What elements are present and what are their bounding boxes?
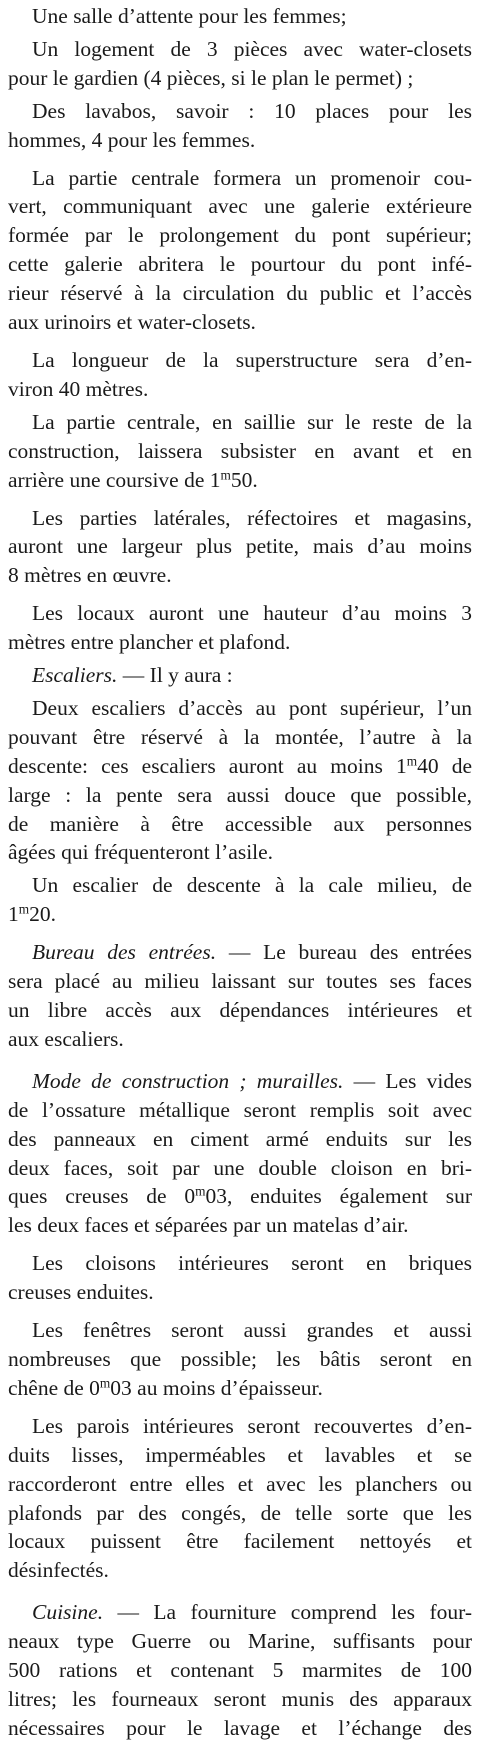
text-line: nécessaires pour le lavage et l’échange des [8,1715,472,1740]
paragraph-gap [8,155,472,164]
text-line: un libre accès aux dépendances intérieures et [8,998,472,1022]
line-text: — Le bureau des entrées [216,940,472,965]
paragraph-partie-centrale [8,164,472,337]
text-line: nombreuses que possible; les bâtis seront en [8,1346,472,1371]
text-line: Une salle d’attente pour les femmes; [32,4,347,28]
text-line: auront une largeur plus petite, mais d’au moins [8,534,472,559]
text-line: de l’ossature métallique seront remplis soit avec [8,1097,472,1122]
text-line: pouvant être réservé à la montée, l’autre à la [8,724,472,749]
text-line: Les parties latérales, réfectoires et magasins, [32,505,472,530]
section-heading: Cuisine. [32,1600,104,1625]
text-line: creuses enduites. [8,1280,154,1305]
text-line: Les fenêtres seront aussi grandes et aussi [32,1318,472,1343]
text-line: de manière à être accessible aux personnes [8,811,472,836]
text-line: ques creuses de 0$^m$03, enduites également sur [8,1184,472,1209]
text-line: Des lavabos, savoir : 10 places pour les [32,98,472,123]
text-line: plafonds par des congés, de telle sorte que les [8,1500,472,1525]
paragraph-parois [8,1412,472,1585]
paragraph-saillie [8,408,472,495]
text-line: sera placé au milieu laissant sur toutes ses faces [8,969,472,994]
paragraph-bureau-entrees [8,938,472,1054]
text-line: Les cloisons intérieures seront en briques [32,1251,472,1276]
paragraph-salle-attente [8,2,472,31]
text-line: 8 mètres en œuvre. [8,563,172,588]
paragraph-escaliers-titre [8,661,472,690]
text-line: Un escalier de descente à la cale milieu, de [32,873,472,898]
text-line: chêne de 0$^m$03 au moins d’épaisseur. [8,1375,323,1400]
text-line: Deux escaliers d’accès au pont supérieur, l’un [32,695,472,720]
text-line: duits lisses, imperméables et lavables et se [8,1442,472,1467]
paragraph-gap [8,337,472,346]
paragraph-parties-laterales [8,504,472,591]
text-line: pour le gardien (4 pièces, si le plan le permet) ; [8,65,414,90]
text-line: neaux type Guerre ou Marine, suffisants pour [8,1629,472,1654]
paragraph-gap [8,1054,472,1067]
page-body-text [8,2,472,1743]
text-line: vert, communiquant avec une galerie extérieure [8,194,472,219]
text-line: désinfectés. [8,1558,109,1583]
text-line: La partie centrale formera un promenoir cou- [32,165,472,190]
paragraph-hauteur [8,599,472,657]
text-line: 500 rations et contenant 5 marmites de 100 [8,1658,472,1683]
text-line: 1$^m$20. [8,901,56,927]
text-line: âgées qui fréquenteront l’asile. [8,840,274,865]
text-line: descente: ces escaliers auront au moins 1$^m$40 de [8,753,473,778]
paragraph-gap [8,495,472,504]
text-line: viron 40 mètres. [8,376,149,401]
text-line: cette galerie abritera le pourtour du pont infé- [8,252,472,277]
paragraph-gap [8,1240,472,1249]
text-line: Les parois intérieures seront recouvertes d’en- [32,1413,472,1438]
text-line: locaux puissent être facilement nettoyés et [8,1529,472,1554]
line-text: — Les vides [343,1068,472,1093]
text-line: Les locaux auront une hauteur d’au moins 3 [32,601,472,626]
text-line: mètres entre plancher et plafond. [8,630,291,655]
paragraph-gap [8,1403,472,1412]
paragraph-escalier-cale [8,871,472,929]
paragraph-mode-construction [8,1067,472,1240]
paragraph-gap [8,929,472,938]
text-line: deux faces, soit par une double cloison en bri- [8,1155,472,1180]
text-line: aux escaliers. [8,1026,124,1051]
text-line: formée par le prolongement du pont supérieur; [8,223,472,248]
text-line: hommes, 4 pour les femmes. [8,127,256,152]
text-line: aux urinoirs et water-closets. [8,310,256,335]
paragraph-fenetres [8,1316,472,1403]
text-line: rieur réservé à la circulation du public et l’accès [8,281,472,306]
line-text: — Il y aura : [117,663,233,688]
text-line: Un logement de 3 pièces avec water-closets [32,36,472,61]
text-line: construction, laissera subsister en avant et en [8,438,472,463]
line-text: — La fourniture comprend les four- [103,1600,472,1625]
text-line: les deux faces et séparées par un matelas d’air. [8,1213,409,1238]
paragraph-cloisons [8,1249,472,1307]
paragraph-gap [8,1585,472,1598]
section-heading: Escaliers. [32,663,118,688]
text-line [8,1067,472,1096]
section-heading: Mode de construction ; murailles. [32,1068,344,1093]
paragraph-lavabos [8,97,472,155]
paragraph-logement [8,35,472,93]
paragraph-gap [8,1307,472,1316]
text-line: raccorderont entre elles et avec les planchers ou [8,1471,472,1496]
text-line: La longueur de la superstructure sera d’en- [32,347,472,372]
section-heading: Bureau des entrées. [32,940,217,965]
text-line [8,661,472,690]
text-line: large : la pente sera aussi douce que possible, [8,782,472,807]
text-line [8,1598,472,1627]
paragraph-escaliers-acces [8,694,472,867]
text-line: La partie centrale, en saillie sur le reste de la [32,409,472,434]
text-line [8,938,472,967]
text-line: arrière une coursive de 1$^m$50. [8,467,258,492]
paragraph-longueur [8,346,472,404]
text-line: des panneaux en ciment armé enduits sur les [8,1126,472,1151]
text-line: litres; les fourneaux seront munis des apparaux [8,1686,472,1711]
paragraph-gap [8,590,472,599]
paragraph-cuisine [8,1598,472,1743]
